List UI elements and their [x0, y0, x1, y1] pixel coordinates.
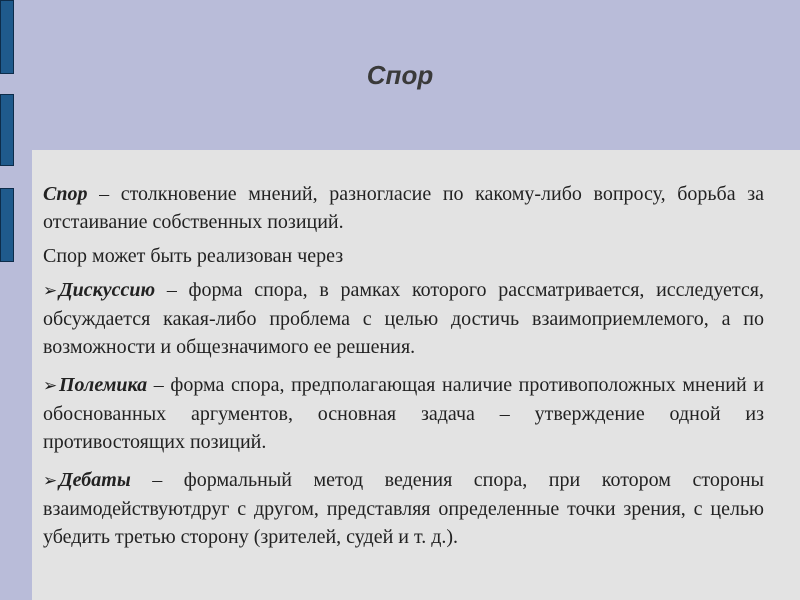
definition-text: – столкновение мнений, разногласие по какому-либо вопросу, борьба за отстаивание собственных позиций. — [43, 183, 764, 233]
definition-paragraph — [43, 180, 764, 236]
content-panel — [32, 150, 800, 600]
definition-term: Спор — [43, 183, 88, 205]
checkmark-arrow-icon: ➢ — [43, 281, 58, 301]
checkmark-arrow-icon: ➢ — [43, 471, 58, 491]
checkmark-arrow-icon: ➢ — [43, 376, 58, 396]
intro-paragraph: Спор может быть реализован через — [43, 245, 344, 267]
bullet-text: – форма спора, предполагающая наличие противоположных мнений и обоснованных аргументов, основная задача – утверждение одной из противостоящих позиций. — [43, 374, 764, 453]
slide-title: Спор — [366, 60, 434, 90]
decor-bar-middle — [0, 94, 14, 166]
bullet-item-debates — [43, 466, 764, 551]
bullet-term: Полемика — [59, 374, 148, 396]
bullet-text: – форма спора, в рамках которого рассматривается, исследуется, обсуждается какая-либо проблема с целью достичь взаимоприемлемого, а по возможности и общезначимого ее решения. — [43, 279, 764, 358]
decor-bar-bottom — [0, 188, 14, 262]
bullet-term: Дискуссию — [59, 279, 156, 301]
bullet-item-polemic — [43, 371, 764, 456]
bullet-term: Дебаты — [59, 469, 131, 491]
bullet-item-discussion — [43, 276, 764, 361]
bullet-text: – формальный метод ведения спора, при котором стороны взаимодействуютдруг с другом, представляя определенные точки зрения, с целью убедить третью сторону (зрителей, судей и т. д.). — [43, 469, 764, 548]
